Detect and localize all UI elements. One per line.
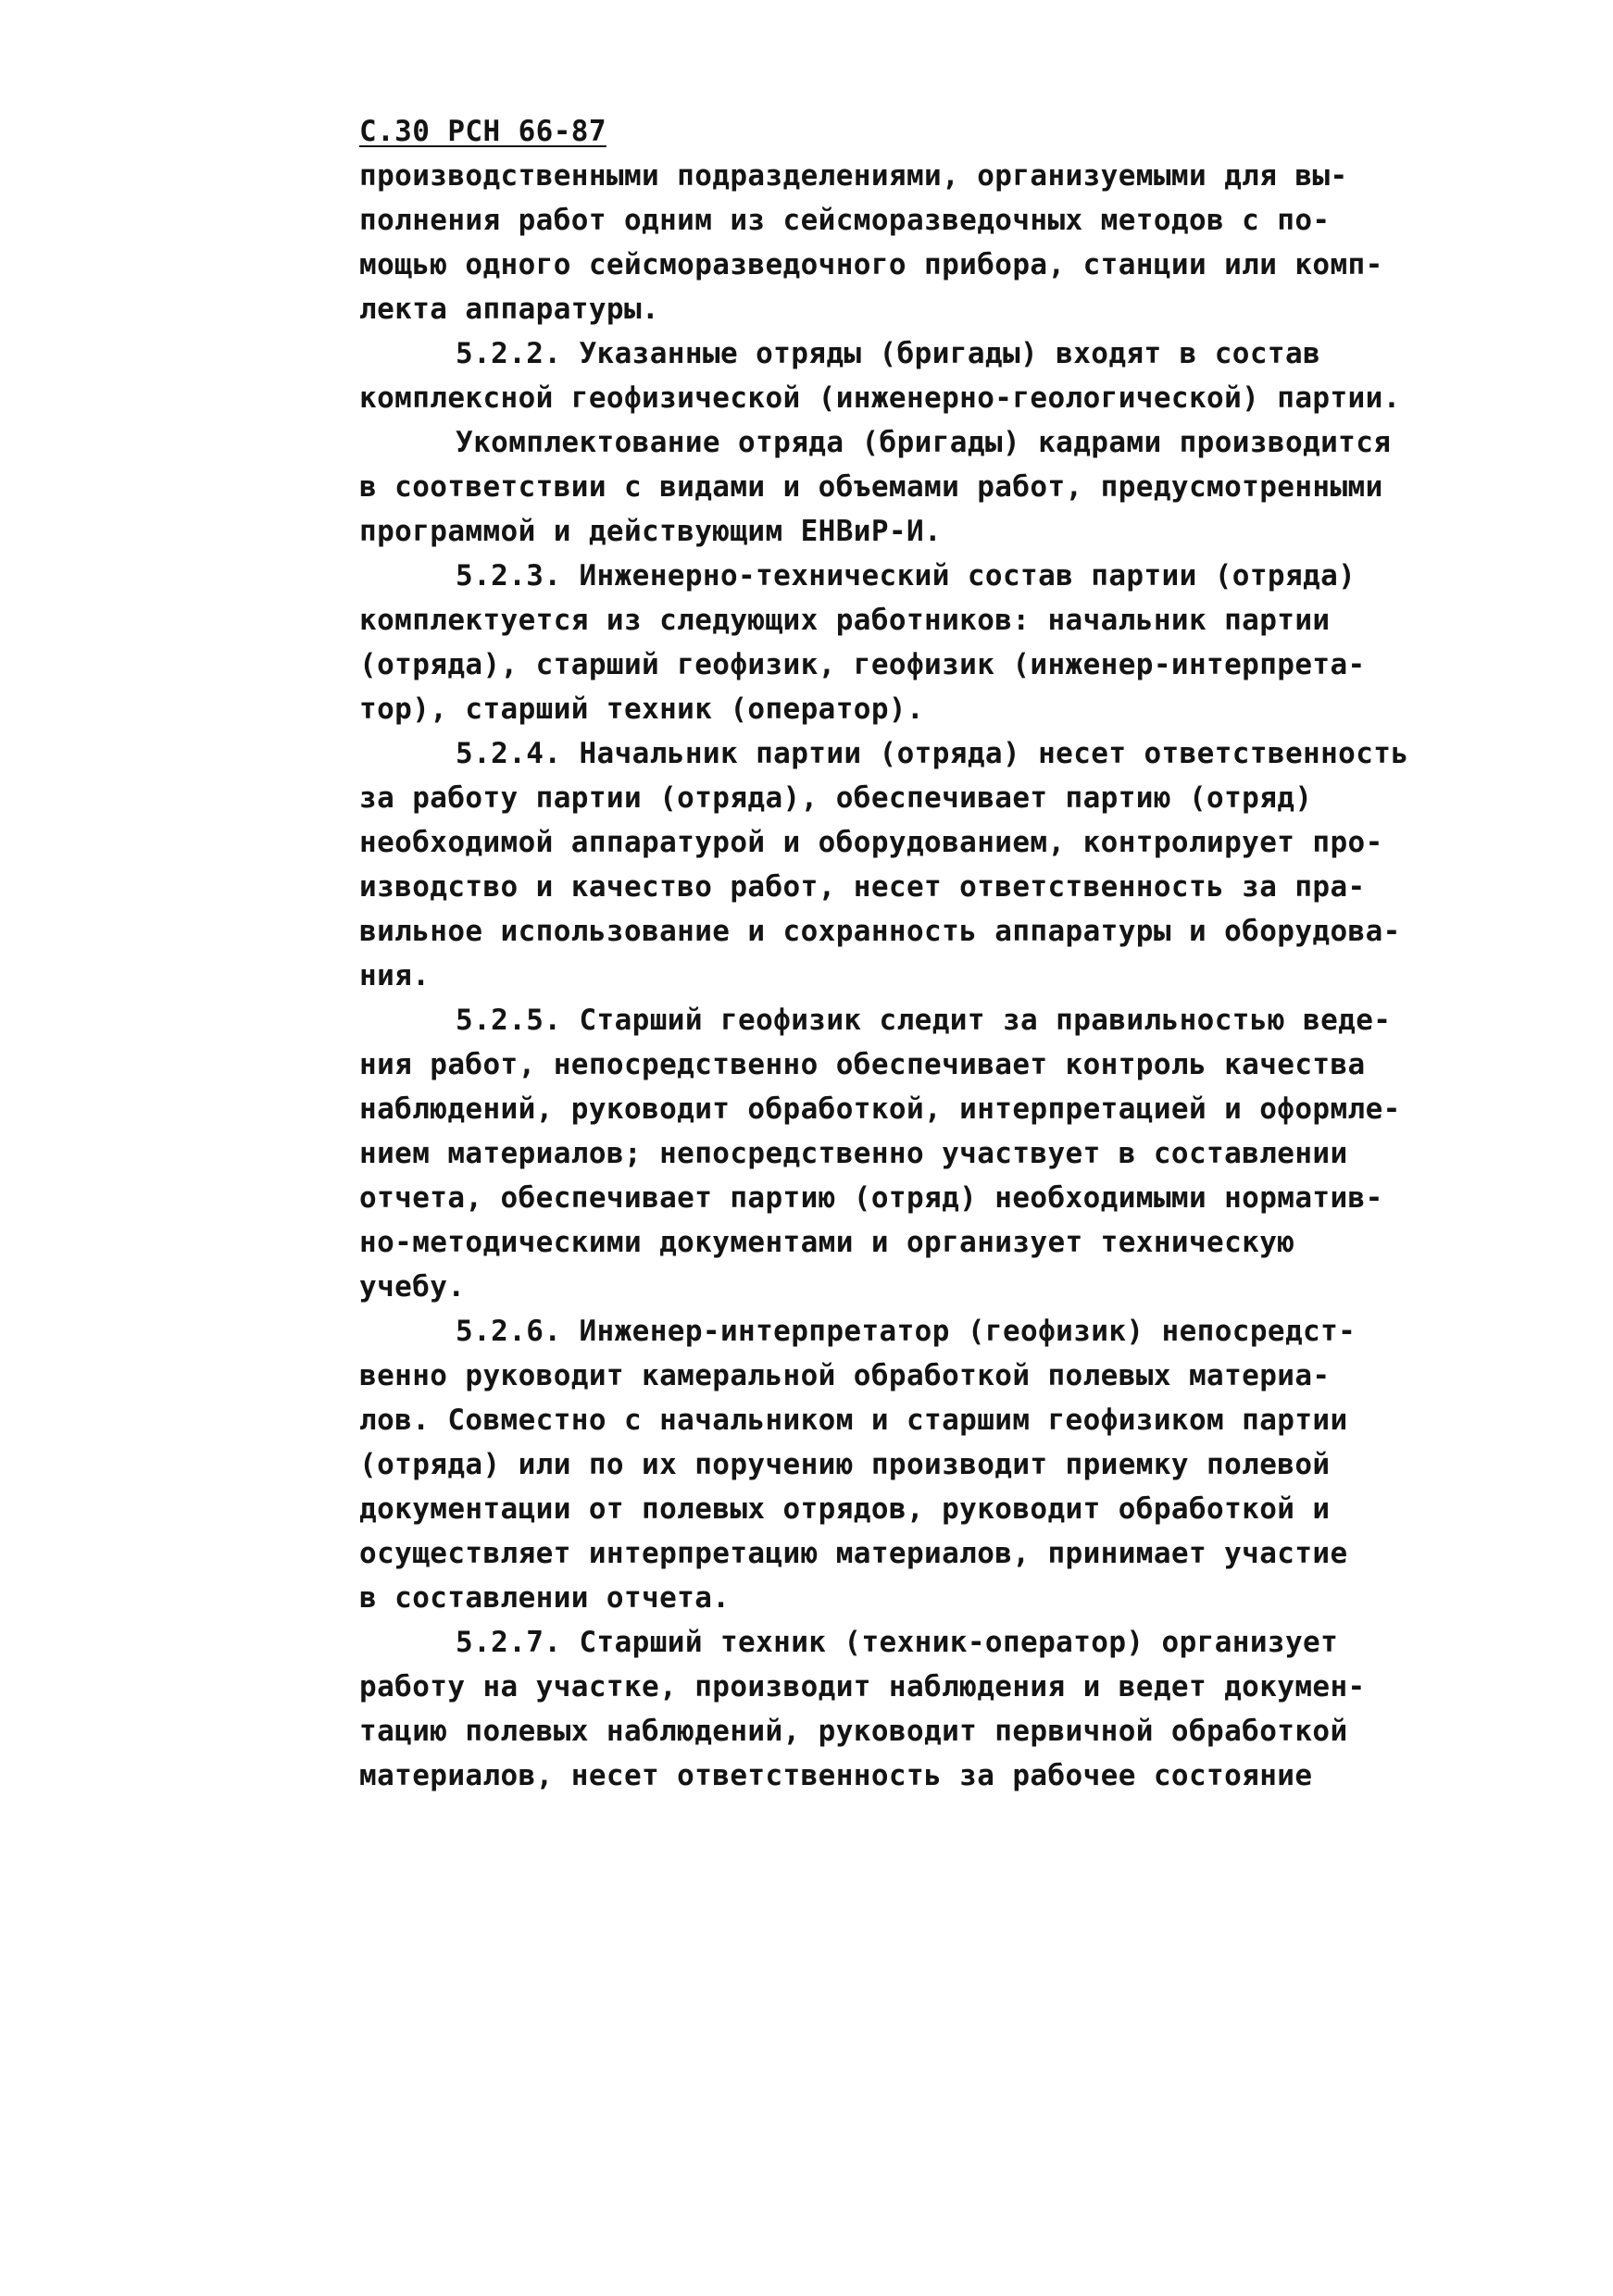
text-line: комплектуется из следующих работников: начальник партии [359,604,1331,637]
text-line: материалов, несет ответственность за рабочее состояние [359,1759,1313,1792]
page-number-and-standard: С.30 РСН 66-87 [359,115,606,148]
text-line: за работу партии (отряда), обеспечивает партию (отряд) [359,781,1313,815]
paragraph-first-line: 5.2.4. Начальник партии (отряда) несет ответственность [456,737,1409,770]
text-line: необходимой аппаратурой и оборудованием, контролирует про- [359,826,1383,859]
text-line: тор), старший техник (оператор). [359,693,925,726]
text-line: наблюдений, руководит обработкой, интерпретацией и оформле- [359,1092,1401,1126]
text-line: работу на участке, производит наблюдения и ведет докумен- [359,1670,1366,1703]
paragraph-first-line: 5.2.5. Старший геофизик следит за правильностью веде- [456,1004,1392,1037]
paragraph-first-line: 5.2.3. Инженерно-технический состав партии (отряда) [456,559,1357,593]
text-line: (отряда) или по их поручению производит приемку полевой [359,1448,1331,1481]
paragraph-first-line: 5.2.2. Указанные отряды (бригады) входят в состав [456,337,1321,370]
text-line: учебу. [359,1270,466,1304]
document-page [359,109,1517,1798]
text-line: вильное использование и сохранность аппаратуры и оборудова- [359,915,1401,948]
page-header [359,109,1517,154]
text-line: осуществляет интерпретацию материалов, принимает участие [359,1537,1348,1570]
body-text [359,154,1517,1798]
text-line: ния. [359,959,431,992]
text-line: венно руководит камеральной обработкой полевых материа- [359,1359,1331,1392]
text-line: программой и действующим ЕНВиР-И. [359,515,943,548]
text-line: отчета, обеспечивает партию (отряд) необходимыми норматив- [359,1181,1383,1215]
text-line: но-методическими документами и организует техническую [359,1226,1295,1259]
text-line: в составлении отчета. [359,1581,731,1615]
text-line: тацию полевых наблюдений, руководит первичной обработкой [359,1715,1348,1748]
text-line: лекта аппаратуры. [359,293,660,326]
text-line: комплексной геофизической (инженерно-геологической) партии. [359,381,1401,415]
text-line: документации от полевых отрядов, руководит обработкой и [359,1492,1331,1526]
text-line: нием материалов; непосредственно участвует в составлении [359,1137,1348,1170]
paragraph-first-line: 5.2.6. Инженер-интерпретатор (геофизик) непосредст- [456,1315,1357,1348]
paragraph-first-line: Укомплектование отряда (бригады) кадрами производится [456,426,1392,459]
paragraph-first-line: 5.2.7. Старший техник (техник-оператор) организует [456,1626,1339,1659]
text-line: лов. Совместно с начальником и старшим геофизиком партии [359,1404,1348,1437]
text-line: полнения работ одним из сейсморазведочных методов с по- [359,204,1331,237]
text-line: ния работ, непосредственно обеспечивает контроль качества [359,1048,1366,1081]
text-line: (отряда), старший геофизик, геофизик (инженер-интерпрета- [359,648,1366,681]
text-line: производственными подразделениями, организуемыми для вы- [359,159,1348,193]
text-line: изводство и качество работ, несет ответственность за пра- [359,870,1366,904]
text-line: мощью одного сейсморазведочного прибора, станции или комп- [359,248,1383,281]
text-line: в соответствии с видами и объемами работ, предусмотренными [359,470,1383,504]
